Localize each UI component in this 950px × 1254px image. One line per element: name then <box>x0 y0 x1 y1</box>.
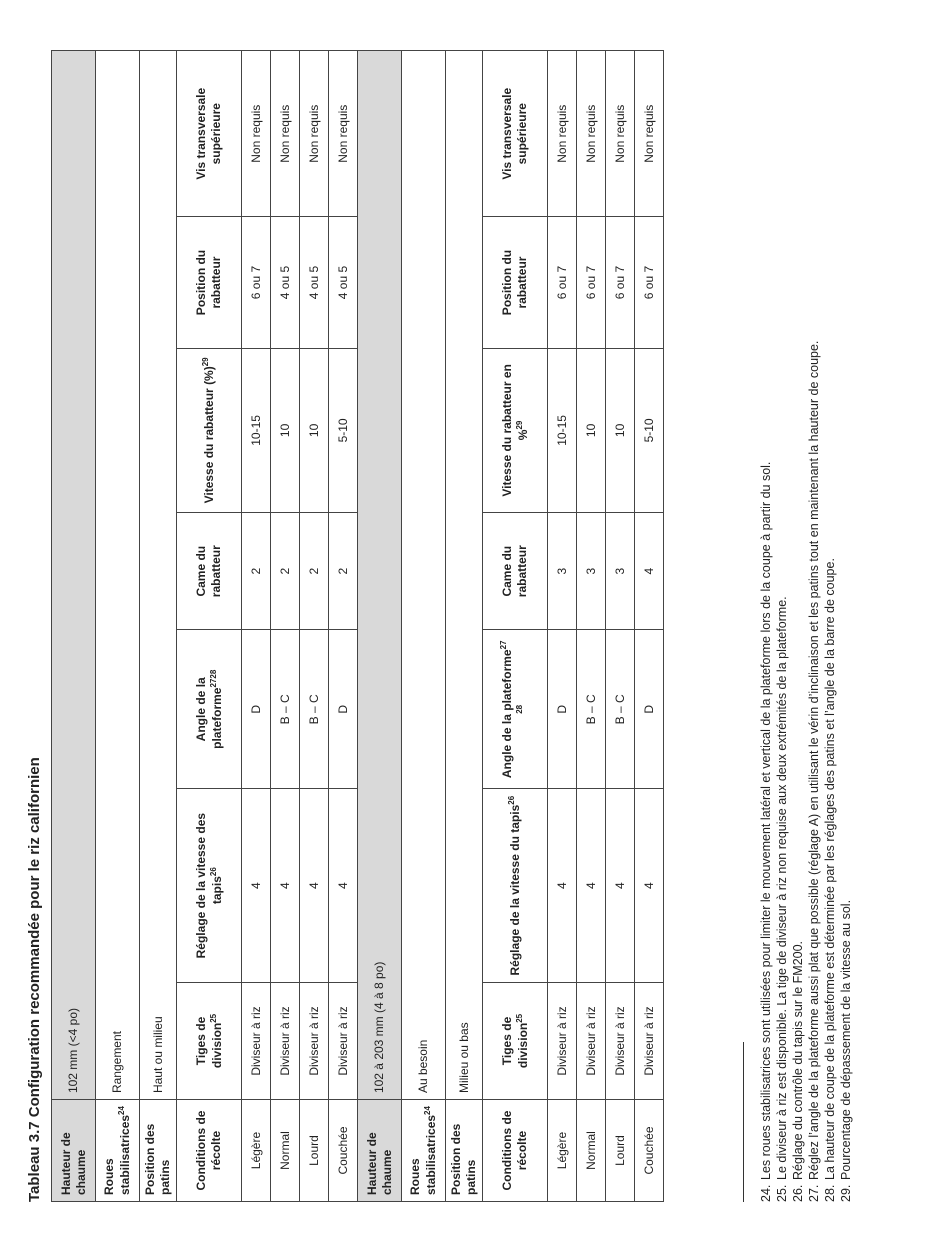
cell-reel-speed <box>329 348 358 513</box>
cell-divider-rods-text: Diviseur à riz <box>554 1006 569 1076</box>
header-reel-cam <box>483 513 548 630</box>
cell-reel-speed-text: 5-10 <box>335 418 350 443</box>
skid-position-row <box>140 51 177 1202</box>
cell-draper-speed <box>271 789 300 983</box>
cell-condition <box>577 1100 606 1202</box>
cell-draper-speed <box>329 789 358 983</box>
cell-reel-cam-text: 2 <box>248 567 263 575</box>
cell-platform-angle <box>300 630 329 789</box>
skid-position-label <box>140 1100 177 1202</box>
stubble-height-label <box>358 1100 402 1202</box>
footnote-text: Pourcentage de dépassement de la vitesse au sol. <box>839 899 853 1180</box>
stabilizer-wheels-value-text: Au besoin <box>416 1039 430 1094</box>
cell-divider-rods <box>606 982 635 1099</box>
cell-reel-position-text: 4 ou 5 <box>306 265 321 300</box>
cell-divider-rods-text: Diviseur à riz <box>641 1006 656 1076</box>
stubble-height-value <box>358 51 402 1100</box>
cell-upper-auger <box>606 51 635 217</box>
cell-draper-speed <box>242 789 271 983</box>
header-draper-speed-footnote-ref: 26 <box>507 795 516 805</box>
cell-reel-position-text: 4 ou 5 <box>335 265 350 300</box>
header-reel-speed <box>177 348 242 513</box>
footnote-number: 27. <box>807 1184 821 1202</box>
cell-reel-cam-text: 3 <box>612 567 627 575</box>
header-reel-position-text: Position du rabatteur <box>194 249 223 316</box>
cell-divider-rods-text: Diviseur à riz <box>612 1006 627 1076</box>
cell-divider-rods <box>548 982 577 1099</box>
cell-reel-cam <box>577 513 606 630</box>
header-divider-rods-text: Tiges de division <box>499 1016 530 1069</box>
header-platform-angle-footnote-ref: 2728 <box>208 669 218 688</box>
cell-upper-auger-text: Non requis <box>612 104 627 163</box>
skid-position-label-text: Position des patins <box>449 1123 478 1195</box>
cell-upper-auger <box>635 51 664 217</box>
cell-upper-auger-text: Non requis <box>554 104 569 163</box>
cell-reel-speed <box>271 348 300 513</box>
stabilizer-wheels-value <box>402 51 446 1100</box>
cell-reel-cam <box>271 513 300 630</box>
cell-platform-angle-text: D <box>641 704 656 714</box>
cell-upper-auger-text: Non requis <box>277 104 292 163</box>
cell-platform-angle-text: D <box>335 704 350 714</box>
footnote <box>822 341 838 1202</box>
cell-reel-position <box>300 217 329 348</box>
header-divider-rods <box>483 982 548 1099</box>
cell-condition-text: Légère <box>554 1131 569 1170</box>
cell-platform-angle <box>606 630 635 789</box>
footnotes <box>758 341 854 1202</box>
cell-reel-cam-text: 3 <box>583 567 598 575</box>
footnote <box>790 341 806 1202</box>
cell-reel-position-text: 6 ou 7 <box>583 265 598 300</box>
header-draper-speed-text: Réglage de la vitesse des tapis <box>193 812 224 959</box>
cell-reel-cam <box>329 513 358 630</box>
cell-platform-angle-text: B – C <box>583 694 598 725</box>
header-divider-rods-footnote-ref: 25 <box>208 1013 218 1023</box>
header-reel-speed-text: Vitesse du rabatteur en % <box>499 364 530 497</box>
cell-reel-position <box>577 217 606 348</box>
footnote-text: Les roues stabilisatrices sont utilisées pour limiter le mouvement latéral et vertical de la plateforme lors de la coupe à partir du sol. <box>759 461 773 1180</box>
cell-divider-rods <box>300 982 329 1099</box>
footnote-text: Réglage du contrôle du tapis sur le FM200. <box>791 940 805 1180</box>
header-reel-speed-text: Vitesse du rabatteur (%) <box>202 366 216 504</box>
cell-reel-cam-text: 4 <box>641 567 656 575</box>
header-upper-auger <box>483 51 548 217</box>
cell-divider-rods <box>577 982 606 1099</box>
cell-condition <box>329 1100 358 1202</box>
cell-platform-angle <box>577 630 606 789</box>
column-header-row <box>483 51 548 1202</box>
footnote-text: Le diviseur à riz est disponible. La tige de diviseur à riz non requise aux deux extrémités de la plateforme. <box>775 596 789 1180</box>
header-draper-speed <box>483 789 548 983</box>
stabilizer-wheels-row <box>96 51 140 1202</box>
cell-condition-text: Couchée <box>641 1126 656 1175</box>
footnote <box>774 341 790 1202</box>
header-reel-cam <box>177 513 242 630</box>
cell-draper-speed <box>635 789 664 983</box>
cell-reel-speed-text: 10 <box>583 423 598 438</box>
stabilizer-wheels-label-text: Roues stabilisatrices <box>102 1114 132 1195</box>
cell-divider-rods-text: Diviseur à riz <box>335 1006 350 1076</box>
cell-platform-angle-text: D <box>248 704 263 714</box>
cell-reel-position <box>548 217 577 348</box>
cell-condition <box>300 1100 329 1202</box>
cell-reel-cam <box>300 513 329 630</box>
header-upper-auger-text: Vis transversale supérieure <box>194 87 223 180</box>
header-platform-angle <box>177 630 242 789</box>
footnote-text: La hauteur de coupe de la plateforme est déterminée par les réglages des patins et l’angle de la barre de coupe. <box>823 558 837 1180</box>
header-platform-angle-text: Angle de la plateforme <box>193 677 224 749</box>
header-upper-auger <box>177 51 242 217</box>
cell-upper-auger <box>242 51 271 217</box>
cell-draper-speed <box>606 789 635 983</box>
cell-reel-speed-text: 10 <box>612 423 627 438</box>
header-reel-cam-text: Came du rabatteur <box>500 545 529 598</box>
cell-condition-text: Normal <box>583 1131 598 1170</box>
cell-platform-angle-text: B – C <box>306 694 321 725</box>
stubble-height-label <box>52 1100 96 1202</box>
section-header-row <box>358 51 402 1202</box>
cell-draper-speed-text: 4 <box>554 882 569 889</box>
cell-reel-position <box>271 217 300 348</box>
cell-upper-auger-text: Non requis <box>335 104 350 163</box>
cell-platform-angle <box>271 630 300 789</box>
footnote-number: 24. <box>759 1184 773 1202</box>
cell-reel-cam-text: 2 <box>306 567 321 575</box>
skid-position-value-text: Haut ou milieu <box>150 1016 165 1094</box>
cell-platform-angle <box>548 630 577 789</box>
cell-condition <box>271 1100 300 1202</box>
cell-divider-rods <box>271 982 300 1099</box>
cell-reel-cam-text: 3 <box>554 567 569 575</box>
cell-condition-text: Légère <box>248 1131 263 1170</box>
footnote-number: 25. <box>775 1184 789 1202</box>
cell-condition <box>635 1100 664 1202</box>
stabilizer-wheels-label <box>402 1100 446 1202</box>
cell-upper-auger <box>329 51 358 217</box>
cell-reel-position <box>635 217 664 348</box>
cell-reel-speed <box>635 348 664 513</box>
cell-reel-speed <box>300 348 329 513</box>
cell-condition-text: Lourd <box>612 1135 627 1166</box>
cell-reel-speed <box>606 348 635 513</box>
table-row <box>300 51 329 1202</box>
stubble-height-value-text: 102 à 203 mm (4 à 8 po) <box>372 961 386 1094</box>
cell-reel-speed-text: 10-15 <box>554 415 569 446</box>
cell-draper-speed-text: 4 <box>612 882 627 889</box>
table-row <box>635 51 664 1202</box>
skid-position-row <box>446 51 483 1202</box>
cell-draper-speed-text: 4 <box>583 882 598 889</box>
cell-upper-auger <box>577 51 606 217</box>
stabilizer-wheels-row <box>402 51 446 1202</box>
cell-platform-angle <box>329 630 358 789</box>
cell-draper-speed <box>577 789 606 983</box>
cell-divider-rods-text: Diviseur à riz <box>306 1006 321 1076</box>
cell-reel-speed <box>242 348 271 513</box>
footnote-number: 28. <box>823 1184 837 1202</box>
skid-position-label-text: Position des patins <box>143 1123 172 1195</box>
header-upper-auger-text: Vis transversale supérieure <box>500 87 529 180</box>
cell-reel-speed-text: 10 <box>277 423 292 438</box>
cell-upper-auger <box>548 51 577 217</box>
header-conditions-text: Conditions de récolte <box>194 1110 223 1191</box>
stabilizer-wheels-label-footnote-ref: 24 <box>117 1106 126 1115</box>
cell-reel-position-text: 6 ou 7 <box>612 265 627 300</box>
stabilizer-wheels-label-footnote-ref: 24 <box>423 1106 432 1115</box>
cell-divider-rods-text: Diviseur à riz <box>277 1006 292 1076</box>
footnote-rule <box>743 1042 744 1202</box>
cell-divider-rods <box>242 982 271 1099</box>
table-row <box>577 51 606 1202</box>
cell-platform-angle <box>635 630 664 789</box>
footnote <box>838 341 854 1202</box>
cell-reel-position-text: 4 ou 5 <box>277 265 292 300</box>
stubble-height-value-text: 102 mm (<4 po) <box>66 1008 80 1094</box>
cell-reel-speed <box>577 348 606 513</box>
cell-reel-speed-text: 10-15 <box>248 415 263 446</box>
cell-draper-speed-text: 4 <box>641 882 656 889</box>
cell-draper-speed-text: 4 <box>248 882 263 889</box>
stubble-height-label-text: Hauteur de chaume <box>364 1132 394 1195</box>
cell-upper-auger-text: Non requis <box>583 104 598 163</box>
cell-condition-text: Couchée <box>335 1126 350 1175</box>
cell-reel-cam-text: 2 <box>335 567 350 575</box>
header-platform-angle-text: Angle de la plateforme <box>500 649 514 779</box>
skid-position-value-text: Milieu ou bas <box>456 1022 471 1094</box>
stabilizer-wheels-value <box>96 51 140 1100</box>
header-divider-rods-text: Tiges de division <box>193 1016 224 1069</box>
cell-upper-auger <box>271 51 300 217</box>
config-table <box>51 50 664 1202</box>
header-reel-position <box>483 217 548 348</box>
cell-reel-cam-text: 2 <box>277 567 292 575</box>
stabilizer-wheels-label <box>96 1100 140 1202</box>
cell-reel-speed <box>548 348 577 513</box>
cell-platform-angle-text: B – C <box>277 694 292 725</box>
header-reel-speed <box>483 348 548 513</box>
skid-position-label <box>446 1100 483 1202</box>
header-conditions <box>483 1100 548 1202</box>
cell-upper-auger-text: Non requis <box>248 104 263 163</box>
header-reel-position <box>177 217 242 348</box>
cell-reel-cam <box>606 513 635 630</box>
cell-divider-rods-text: Diviseur à riz <box>583 1006 598 1076</box>
footnote-number: 29. <box>839 1184 853 1202</box>
cell-reel-cam <box>548 513 577 630</box>
cell-condition <box>606 1100 635 1202</box>
stabilizer-wheels-label-text: Roues stabilisatrices <box>408 1114 438 1195</box>
cell-divider-rods-text: Diviseur à riz <box>248 1006 263 1076</box>
cell-draper-speed-text: 4 <box>335 882 350 889</box>
header-draper-speed-footnote-ref: 26 <box>208 867 218 877</box>
cell-reel-position <box>329 217 358 348</box>
table-row <box>606 51 635 1202</box>
cell-platform-angle <box>242 630 271 789</box>
header-reel-cam-text: Came du rabatteur <box>194 545 223 598</box>
footnote <box>806 341 822 1202</box>
cell-reel-position-text: 6 ou 7 <box>248 265 263 300</box>
footnote <box>758 341 774 1202</box>
header-reel-speed-footnote-ref: 29 <box>201 357 210 367</box>
header-divider-rods-footnote-ref: 25 <box>514 1013 524 1023</box>
cell-reel-speed-text: 5-10 <box>641 418 656 443</box>
cell-platform-angle-text: D <box>554 704 569 714</box>
cell-reel-cam <box>635 513 664 630</box>
header-reel-speed-footnote-ref: 29 <box>514 420 524 430</box>
cell-condition <box>242 1100 271 1202</box>
cell-condition-text: Normal <box>277 1131 292 1170</box>
header-divider-rods <box>177 982 242 1099</box>
column-header-row <box>177 51 242 1202</box>
skid-position-value <box>446 51 483 1100</box>
cell-upper-auger <box>300 51 329 217</box>
skid-position-value <box>140 51 177 1100</box>
cell-draper-speed <box>300 789 329 983</box>
table-row <box>548 51 577 1202</box>
stubble-height-label-text: Hauteur de chaume <box>58 1132 88 1195</box>
cell-reel-position <box>242 217 271 348</box>
cell-reel-position-text: 6 ou 7 <box>641 265 656 300</box>
header-draper-speed-text: Réglage de la vitesse du tapis <box>508 804 522 976</box>
header-conditions-text: Conditions de récolte <box>500 1110 529 1191</box>
cell-draper-speed-text: 4 <box>306 882 321 889</box>
stubble-height-value <box>52 51 96 1100</box>
cell-condition-text: Lourd <box>306 1135 321 1166</box>
header-reel-position-text: Position du rabatteur <box>500 249 529 316</box>
cell-draper-speed-text: 4 <box>277 882 292 889</box>
cell-reel-position-text: 6 ou 7 <box>554 265 569 300</box>
cell-reel-speed-text: 10 <box>306 423 321 438</box>
cell-divider-rods <box>329 982 358 1099</box>
table-row <box>242 51 271 1202</box>
cell-reel-cam <box>242 513 271 630</box>
cell-reel-position <box>606 217 635 348</box>
table-title: Tableau 3.7 Configuration recommandée pour le riz californien <box>26 757 43 1202</box>
section-header-row <box>52 51 96 1202</box>
header-platform-angle <box>483 630 548 789</box>
stabilizer-wheels-value-text: Rangement <box>110 1031 124 1094</box>
cell-condition <box>548 1100 577 1202</box>
footnote-number: 26. <box>791 1184 805 1202</box>
footnote-text: Réglez l’angle de la plateforme aussi plat que possible (réglage A) en utilisant le vérin d’inclinaison et les patins tout en maintenant la hauteur de coupe. <box>807 340 821 1180</box>
cell-upper-auger-text: Non requis <box>306 104 321 163</box>
header-platform-angle-footnote-ref: 27 28 <box>499 640 524 714</box>
header-conditions <box>177 1100 242 1202</box>
cell-upper-auger-text: Non requis <box>641 104 656 163</box>
cell-divider-rods <box>635 982 664 1099</box>
header-draper-speed <box>177 789 242 983</box>
cell-draper-speed <box>548 789 577 983</box>
cell-platform-angle-text: B – C <box>612 694 627 725</box>
table-row <box>271 51 300 1202</box>
table-row <box>329 51 358 1202</box>
